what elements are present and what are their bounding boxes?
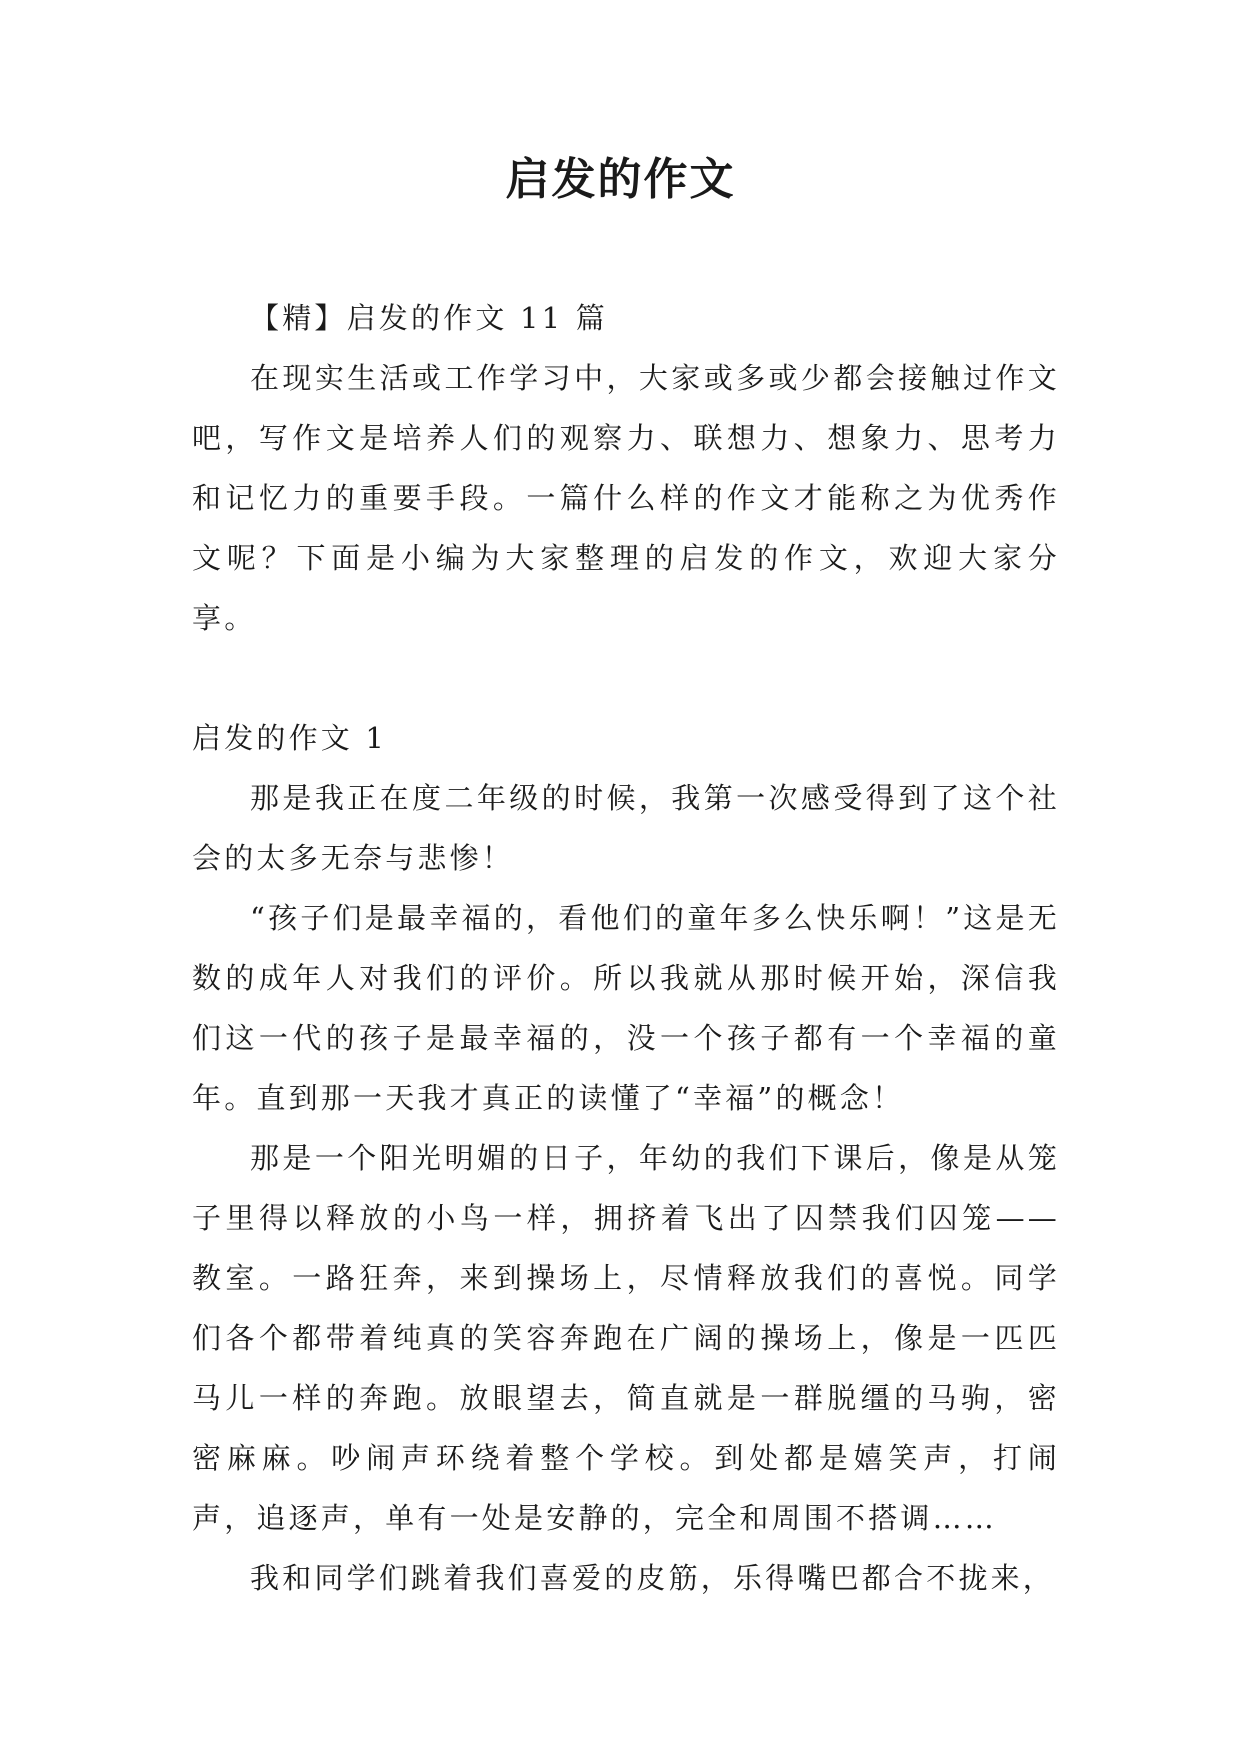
document-title: 启发的作文 xyxy=(505,154,736,205)
section-spacer xyxy=(192,648,1060,708)
subtitle-line: 【精】启发的作文 11 篇 xyxy=(250,301,608,335)
body-paragraph: “孩子们是最幸福的，看他们的童年多么快乐啊！”这是无数的成年人对我们的评价。所以我就从那时候开始，深信我们这一代的孩子是最幸福的，没一个孩子都有一个幸福的童年。直到那一天我才真正的读懂了“幸福”的概念！ xyxy=(192,901,1060,1115)
intro-paragraph: 在现实生活或工作学习中，大家或多或少都会接触过作文吧，写作文是培养人们的观察力、联想力、想象力、思考力和记忆力的重要手段。一篇什么样的作文才能称之为优秀作文呢？下面是小编为大家整理的启发的作文，欢迎大家分享。 xyxy=(192,361,1060,635)
section-heading: 启发的作文 1 xyxy=(192,721,388,755)
document-body xyxy=(192,288,1060,1608)
body-paragraph: 那是一个阳光明媚的日子，年幼的我们下课后，像是从笼子里得以释放的小鸟一样，拥挤着飞出了囚禁我们囚笼——教室。一路狂奔，来到操场上，尽情释放我们的喜悦。同学们各个都带着纯真的笑容奔跑在广阔的操场上，像是一匹匹马儿一样的奔跑。放眼望去，简直就是一群脱缰的马驹，密密麻麻。吵闹声环绕着整个学校。到处都是嬉笑声，打闹声，追逐声，单有一处是安静的，完全和周围不搭调…… xyxy=(192,1141,1060,1535)
body-paragraph: 我和同学们跳着我们喜爱的皮筋，乐得嘴巴都合不拢来， xyxy=(250,1561,1056,1595)
body-paragraph: 那是我正在度二年级的时候，我第一次感受得到了这个社会的太多无奈与悲惨！ xyxy=(192,781,1060,875)
